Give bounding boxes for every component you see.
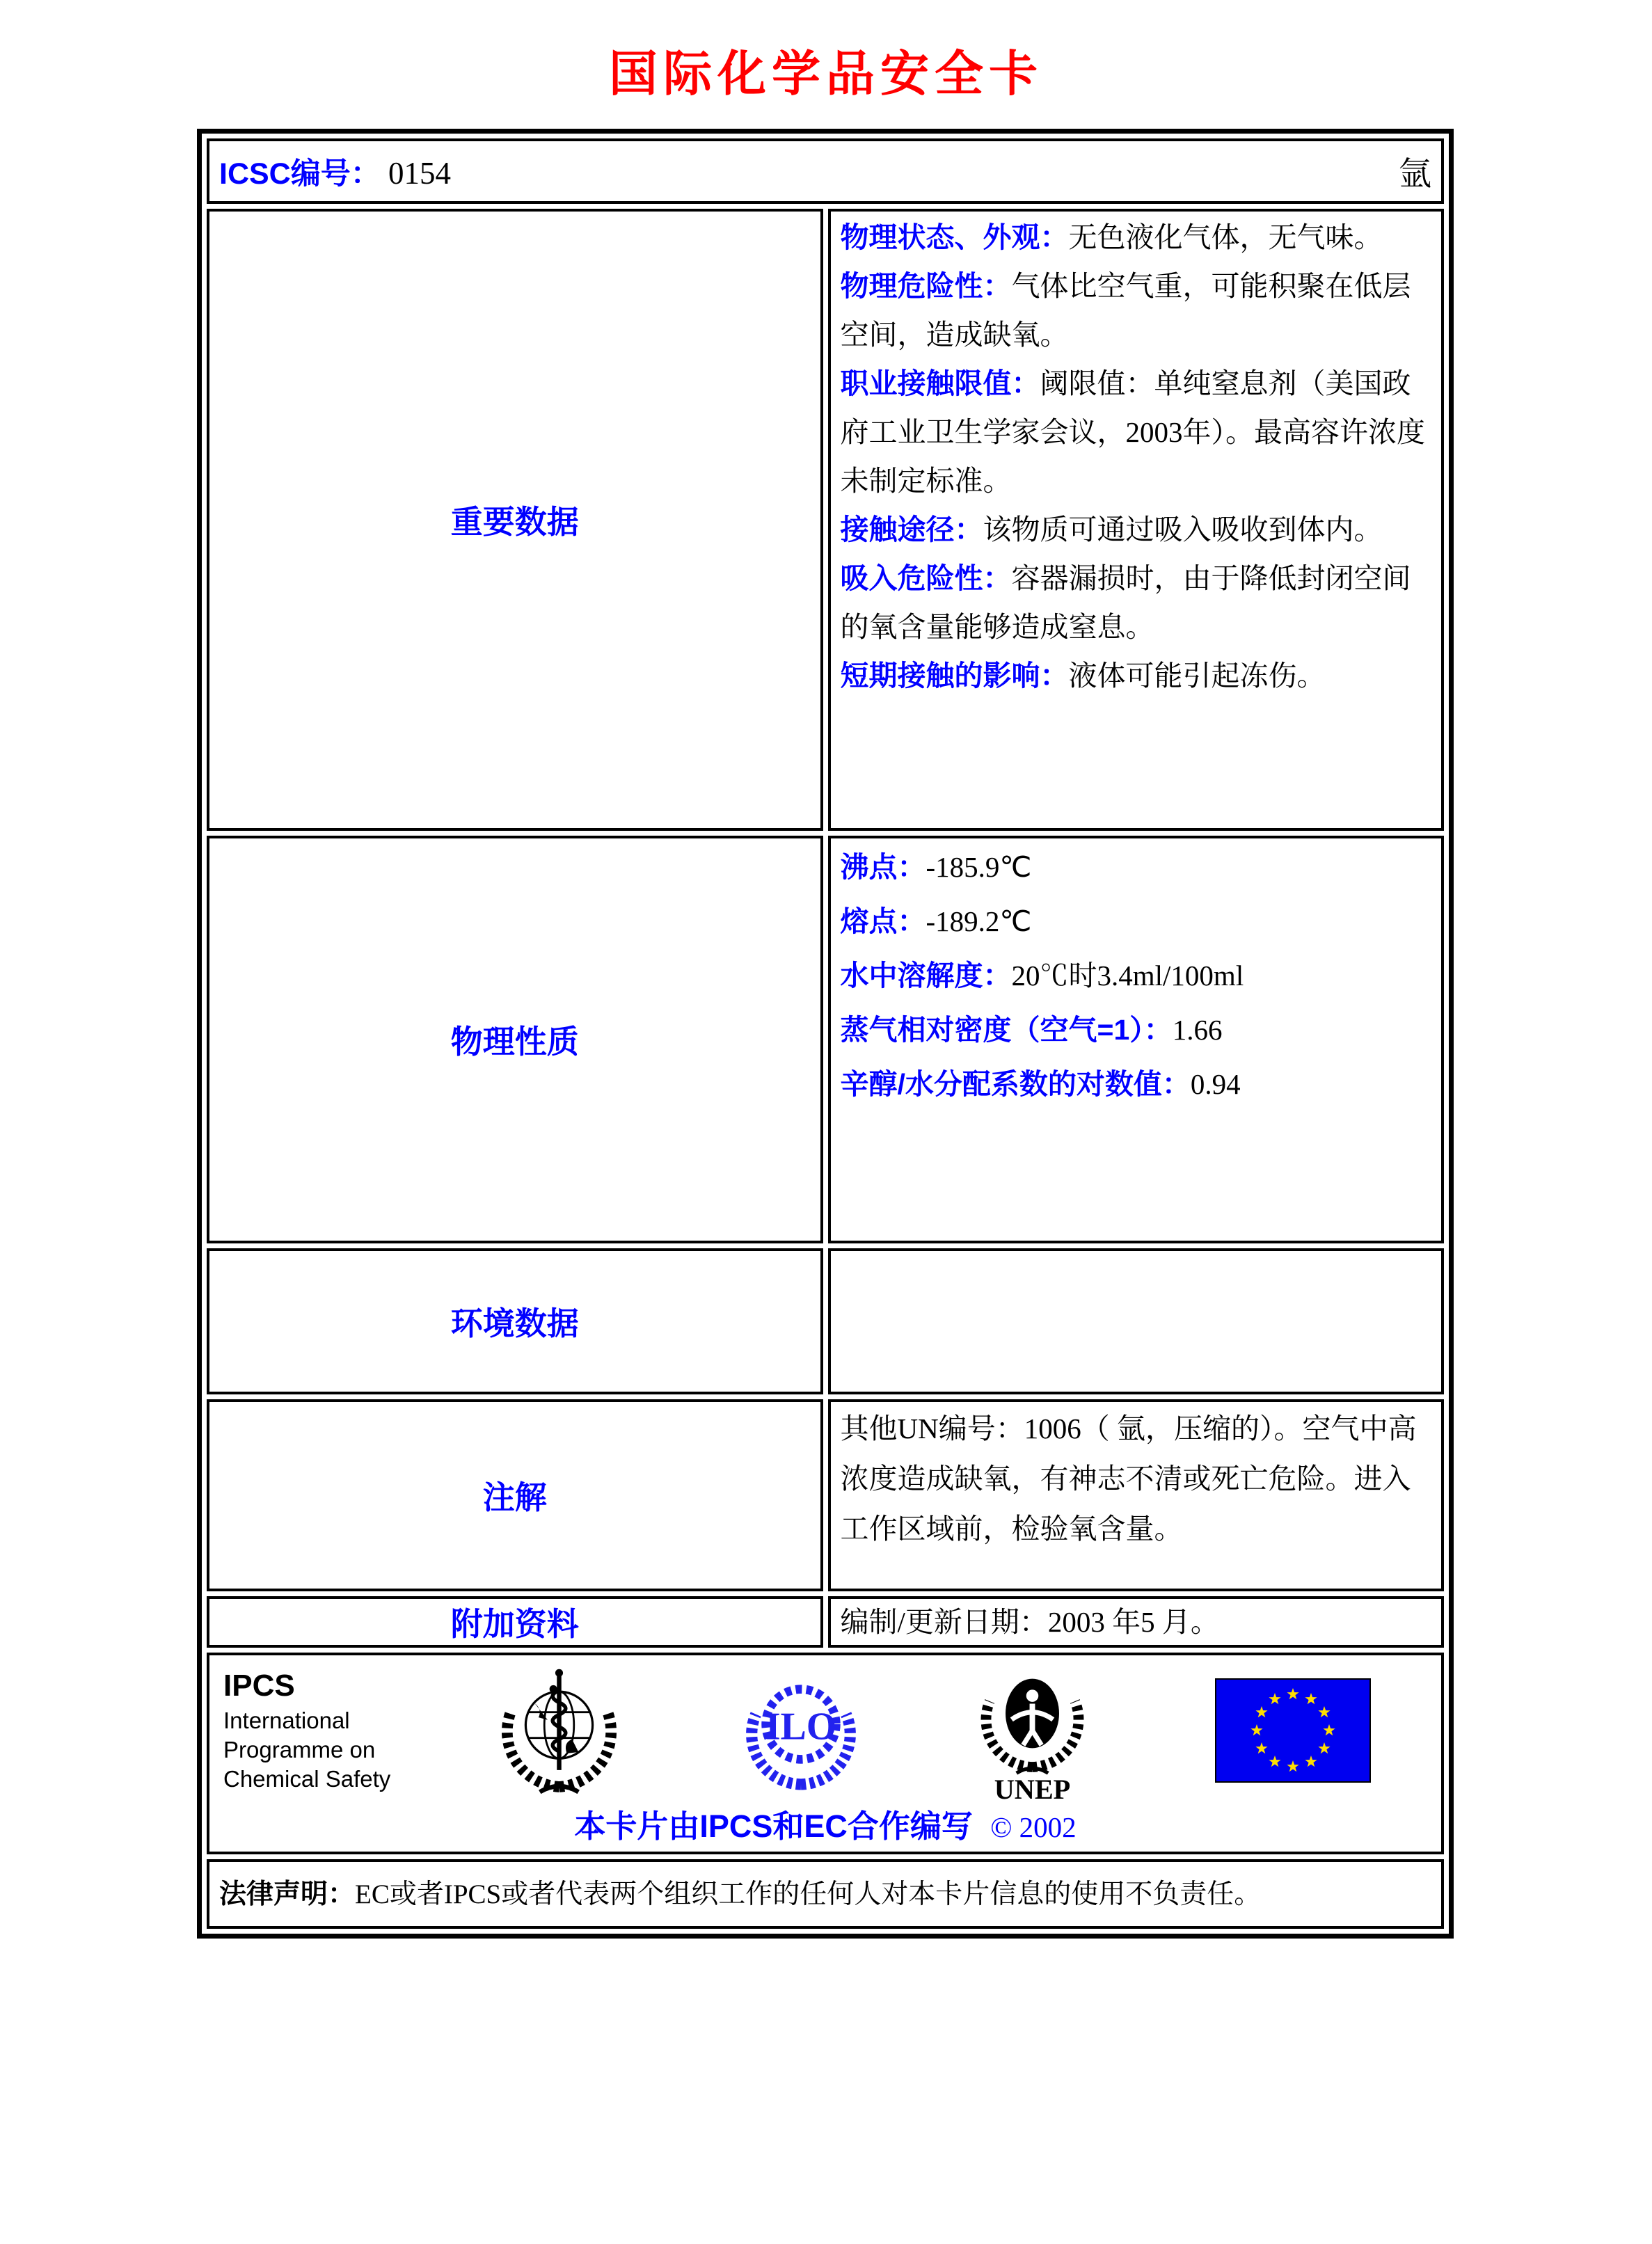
copyright-text: © 2002: [990, 1811, 1077, 1843]
ilo-logo-icon: [738, 1666, 864, 1799]
section-label-important-data: 重要数据: [207, 209, 823, 831]
physical-property-item: [841, 840, 1432, 894]
legal-row: [207, 1859, 1444, 1929]
page-title: 国际化学品安全卡: [609, 48, 1043, 102]
section-label-notes: 注解: [207, 1399, 823, 1591]
important-data-item: [841, 651, 1432, 700]
item-label: 蒸气相对密度（空气=1）：: [840, 1014, 1173, 1046]
item-text: -185.9℃: [926, 851, 1032, 883]
physical-property-item: [841, 1003, 1432, 1057]
icsc-number-value: 0154: [388, 155, 451, 191]
icsc-number-label: ICSC编号：: [219, 157, 381, 191]
card-header-row: [207, 138, 1444, 204]
section-content-physical-properties: [828, 836, 1445, 1243]
cooperation-caption: [209, 1801, 1441, 1846]
who-logo-icon: [495, 1663, 624, 1802]
important-data-item: [841, 505, 1432, 554]
item-text: -189.2℃: [926, 905, 1032, 937]
unep-label: UNEP: [994, 1774, 1071, 1804]
section-content-environmental-data: [828, 1248, 1445, 1394]
item-text: 0.94: [1190, 1068, 1241, 1100]
eu-flag-icon: [1215, 1678, 1371, 1786]
item-label: 沸点：: [840, 851, 926, 883]
item-label: 物理状态、外观：: [840, 221, 1069, 253]
section-content-additional-info: [828, 1596, 1445, 1648]
item-text: 20℃时3.4ml/100ml: [1011, 960, 1244, 992]
item-text: 该物质可通过吸入吸收到体内。: [983, 514, 1383, 546]
item-text: 液体可能引起冻伤。: [1068, 660, 1326, 692]
legal-label: 法律声明：: [219, 1879, 356, 1909]
item-label: 接触途径：: [840, 514, 983, 546]
important-data-item: [841, 554, 1432, 651]
item-label: 物理危险性：: [840, 270, 1012, 302]
item-label: 吸入危险性：: [840, 562, 1012, 594]
item-label: 辛醇/水分配系数的对数值：: [840, 1068, 1191, 1100]
section-content-notes: [828, 1399, 1445, 1591]
important-data-item: [841, 213, 1432, 262]
ilo-monogram: ILO: [765, 1705, 837, 1749]
ipcs-subtitle-line: Programme on: [223, 1736, 376, 1762]
item-label: 职业接触限值：: [840, 367, 1040, 399]
item-text: 无色液化气体，无气味。: [1068, 221, 1383, 253]
legal-text: EC或者IPCS或者代表两个组织工作的任何人对本卡片信息的使用不负责任。: [355, 1879, 1262, 1909]
item-label: 水中溶解度：: [840, 960, 1012, 992]
section-label-additional-info: 附加资料: [207, 1596, 823, 1648]
ipcs-subtitle-line: Chemical Safety: [223, 1765, 391, 1792]
icsc-number-group: [219, 150, 451, 193]
ipcs-heading: IPCS: [223, 1668, 295, 1703]
ipcs-text-block: [219, 1668, 432, 1794]
item-text: 1.66: [1172, 1014, 1223, 1046]
item-text: 容器漏损时，由于降低封闭空间的氧含量能够造成窒息。: [840, 562, 1411, 643]
item-text: 阈限值：单纯窒息剂（美国政府工业卫生学家会议，2003年）。最高容许浓度未制定标准。: [840, 367, 1425, 497]
item-label: 熔点：: [840, 905, 926, 937]
important-data-item: [841, 359, 1432, 505]
important-data-item: [841, 262, 1432, 359]
cooperation-caption-text: 本卡片由IPCS和EC合作编写: [574, 1808, 973, 1844]
item-text: 气体比空气重，可能积聚在低层空间，造成缺氧。: [840, 270, 1411, 351]
icsc-card-table: [197, 129, 1454, 1939]
logos-row: [207, 1653, 1444, 1854]
additional-info-text: 编制/更新日期：2003 年5 月。: [840, 1606, 1219, 1638]
physical-property-item: [841, 1057, 1432, 1111]
section-content-important-data: [828, 209, 1445, 831]
legal-statement: [219, 1876, 1431, 1912]
physical-property-item: [841, 948, 1432, 1003]
notes-text: 其他UN编号：1006（ 氩，压缩的）。空气中高浓度造成缺氧，有神志不清或死亡危险。进入工作区域前，检验氧含量。: [840, 1413, 1417, 1545]
section-label-environmental-data: 环境数据: [207, 1248, 823, 1394]
chemical-name: 氩: [1399, 156, 1431, 193]
item-label: 短期接触的影响：: [840, 660, 1069, 692]
unep-logo-icon: [971, 1657, 1093, 1807]
section-label-physical-properties: 物理性质: [207, 836, 823, 1243]
ipcs-subtitle-line: International: [223, 1707, 350, 1733]
physical-property-item: [841, 894, 1432, 948]
